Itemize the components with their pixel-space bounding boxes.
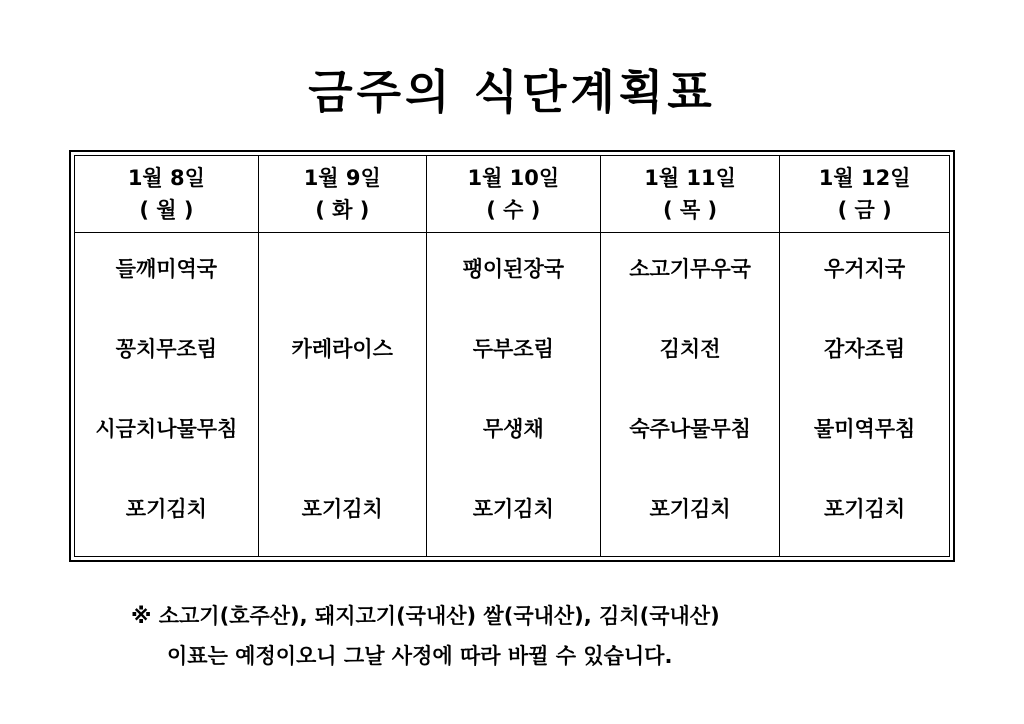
menu-item: 포기김치 (301, 497, 383, 521)
menu-item: 들깨미역국 (115, 257, 218, 281)
footnote (131, 596, 720, 676)
menu-item: 김치전 (659, 337, 721, 361)
weekday-label: ( 수 ) (486, 198, 541, 222)
menu-item: 포기김치 (824, 497, 906, 521)
day-menu-cell (600, 233, 779, 557)
header-row (75, 156, 950, 233)
menu-item: 팽이된장국 (462, 257, 565, 281)
date-label: 1월 9일 (303, 166, 381, 190)
menu-item (259, 233, 426, 313)
weekday-label: ( 화 ) (315, 198, 370, 222)
menu-item: 물미역무침 (813, 417, 916, 441)
page-title: 금주의 식단계획표 (308, 65, 716, 119)
menu-item: 시금치나물무침 (95, 417, 238, 441)
menu-item: 무생채 (482, 417, 544, 441)
day-header (258, 156, 426, 233)
day-menu-cell (75, 233, 259, 557)
date-label: 1월 12일 (818, 166, 911, 190)
day-header (75, 156, 259, 233)
day-menu-cell (426, 233, 600, 557)
menu-item: 포기김치 (472, 497, 554, 521)
meal-plan-table-frame (69, 150, 955, 562)
menu-row (75, 233, 950, 557)
menu-item: 꽁치무조림 (115, 337, 218, 361)
menu-item: 두부조림 (472, 337, 554, 361)
meal-plan-table (74, 155, 950, 557)
date-label: 1월 11일 (644, 166, 736, 190)
date-label: 1월 10일 (467, 166, 560, 190)
menu-item: 숙주나물무침 (629, 417, 751, 441)
menu-item: 포기김치 (125, 497, 207, 521)
day-menu-cell (258, 233, 426, 557)
menu-item: 감자조림 (824, 337, 906, 361)
day-menu-cell (780, 233, 950, 557)
schedule-change-note: 이표는 예정이오니 그날 사정에 따라 바뀔 수 있습니다. (167, 644, 673, 668)
day-header (600, 156, 779, 233)
day-header (426, 156, 600, 233)
origin-note: ※ 소고기(호주산), 돼지고기(국내산) 쌀(국내산), 김치(국내산) (131, 604, 720, 628)
weekday-label: ( 목 ) (663, 198, 718, 222)
menu-item: 카레라이스 (291, 337, 393, 361)
day-header (780, 156, 950, 233)
menu-item: 소고기무우국 (629, 257, 751, 281)
weekday-label: ( 월 ) (139, 198, 194, 222)
weekday-label: ( 금 ) (837, 198, 892, 222)
menu-item (259, 393, 426, 473)
menu-item: 우거지국 (824, 257, 906, 281)
menu-item: 포기김치 (649, 497, 731, 521)
date-label: 1월 8일 (127, 166, 205, 190)
